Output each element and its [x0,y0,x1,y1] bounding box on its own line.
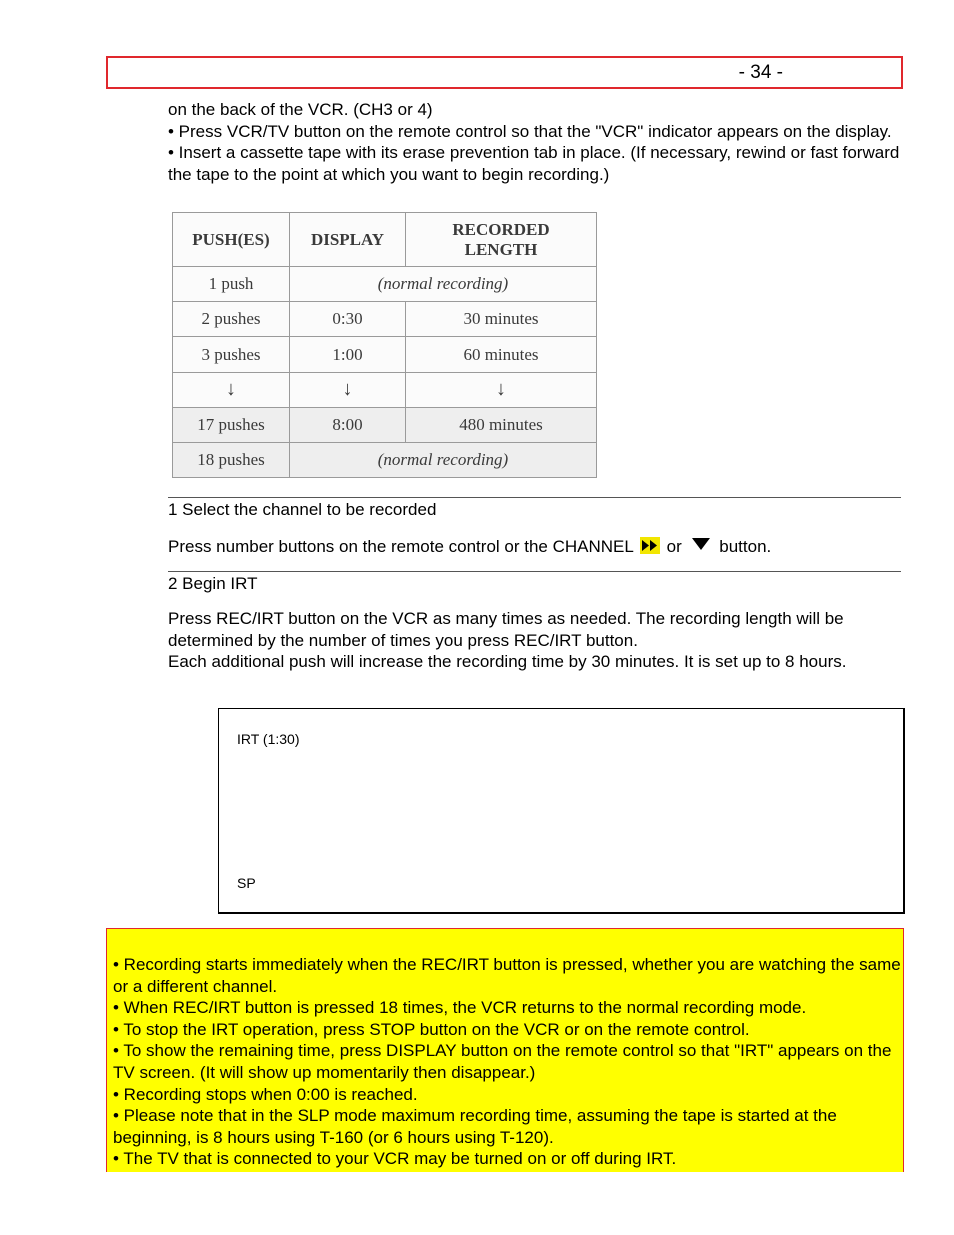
note-item: • To stop the IRT operation, press STOP button on the VCR or on the remote control. [113,1019,750,1039]
cell-push: ↓ [173,372,290,407]
table-row [173,372,597,407]
cell-length: ↓ [406,372,597,407]
page-number: - 34 - [738,62,783,83]
note-item: • When REC/IRT button is pressed 18 times, the VCR returns to the normal recording mode. [113,998,807,1018]
cell-display: ↓ [290,372,406,407]
channel-up-icon [640,537,660,554]
cell-length: 60 minutes [406,337,597,372]
cell-merged: (normal recording) [290,267,597,302]
section-divider [168,571,901,572]
table-row [173,302,597,337]
notes-box [106,928,904,1172]
step2-text [168,608,904,673]
channel-down-icon [691,536,711,553]
cell-push: 3 pushes [173,337,290,372]
cell-push: 1 push [173,267,290,302]
note-item: • Please note that in the SLP mode maximum recording time, assuming the tape is started at the beginning, is 8 hours using T-160 (or 6 hours using T-120). [113,1106,837,1147]
cell-push: 2 pushes [173,302,290,337]
header-pushes: PUSH(ES) [173,213,290,267]
cell-merged: (normal recording) [290,442,597,477]
note-item: • Recording starts immediately when the REC/IRT button is pressed, whether you are watching the same or a different channel. [113,955,901,996]
header-display: DISPLAY [290,213,406,267]
cell-display: 0:30 [290,302,406,337]
step2-paragraph: Each additional push will increase the recording time by 30 minutes. It is set up to 8 hours. [168,652,847,671]
step1-text-or: or [666,537,682,556]
header-recorded-length [406,213,597,267]
step1-text-after: button. [719,537,772,556]
table-header-row [173,213,597,267]
step1-heading: 1 Select the channel to be recorded [168,500,437,519]
header-recorded: RECORDED [452,219,550,239]
intro-line: on the back of the VCR. (CH3 or 4) [168,100,433,119]
note-item: • The TV that is connected to your VCR may be turned on or off during IRT. [113,1149,677,1169]
tape-speed-indicator: SP [237,875,256,891]
cell-display: 1:00 [290,337,406,372]
step1-instruction [168,536,771,557]
intro-bullet: • Press VCR/TV button on the remote control so that the "VCR" indicator appears on the display. [168,121,892,141]
step2-paragraph: Press REC/IRT button on the VCR as many times as needed. The recording length will be determined by the number of times you press REC/IRT button. [168,609,844,650]
header-length: LENGTH [464,239,538,259]
cell-push: 18 pushes [173,442,290,477]
cell-display: 8:00 [290,407,406,442]
table-row [173,267,597,302]
irt-indicator: IRT (1:30) [237,731,300,747]
table-row [173,337,597,372]
section-divider [168,497,901,498]
cell-length: 480 minutes [406,407,597,442]
irt-push-table [172,212,597,478]
table-row [173,442,597,477]
step2-heading: 2 Begin IRT [168,574,258,593]
intro-text [168,99,904,185]
tv-display-panel [218,708,905,914]
table-row [173,407,597,442]
note-item: • To show the remaining time, press DISPLAY button on the remote control so that "IRT" appears on the TV screen. (It will show up momentarily then disappear.) [113,1041,892,1082]
cell-length: 30 minutes [406,302,597,337]
step1-text-before: Press number buttons on the remote control or the CHANNEL [168,537,634,556]
notes-list [113,954,903,1170]
note-item: • Recording stops when 0:00 is reached. [113,1084,418,1104]
page-header [106,56,903,89]
intro-bullet: • Insert a cassette tape with its erase prevention tab in place. (If necessary, rewind or fast forward the tape to the point at which you want to begin recording.) [168,143,900,184]
cell-push: 17 pushes [173,407,290,442]
